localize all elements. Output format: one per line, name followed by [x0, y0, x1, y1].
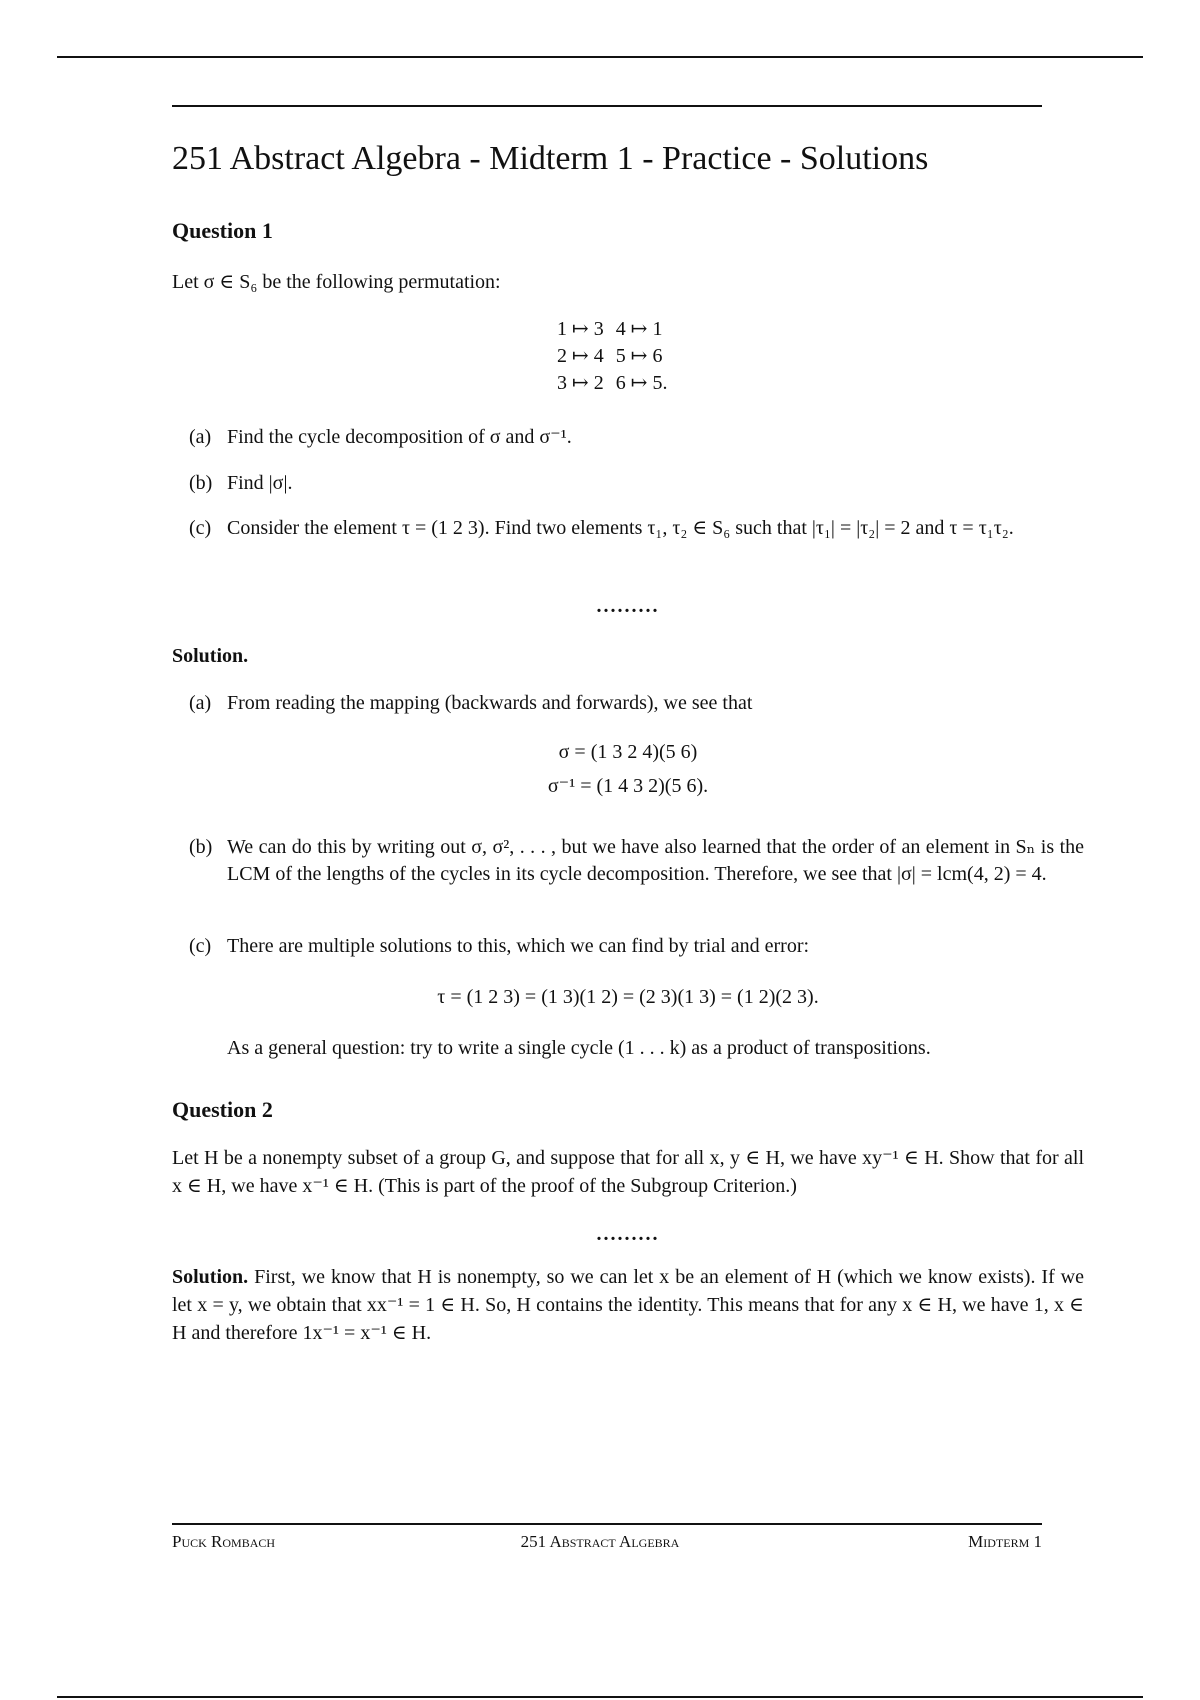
mapping-row — [557, 316, 680, 343]
question-1-part-c — [189, 515, 1084, 542]
mapping-row — [557, 370, 680, 397]
mapping-cell: 2 ↦ 4 — [557, 345, 604, 367]
mapping-cell: 1 ↦ 3 — [557, 318, 604, 340]
part-text: Find the cycle decomposition of σ and σ⁻¹. — [227, 426, 572, 448]
mapping-cell: 5 ↦ 6 — [615, 345, 663, 367]
footer-author: Puck Rombach — [172, 1532, 276, 1551]
question-1-part-a — [189, 424, 1084, 451]
solution-1-part-c — [189, 933, 1084, 960]
footer-course: 251 Abstract Algebra — [520, 1532, 680, 1551]
part-text: Consider the element τ = (1 2 3). Find two elements τ₁, τ₂ ∈ S₆ such that |τ₁| = |τ₂| = 2 and τ = τ₁τ₂. — [227, 517, 1014, 539]
section-separator: ......... — [596, 1223, 660, 1245]
solution-1-a-equations — [172, 735, 1084, 803]
mapping-cell: 4 ↦ 1 — [615, 318, 663, 340]
footer-exam: Midterm 1 — [968, 1532, 1042, 1551]
permutation-mapping-table — [557, 316, 680, 397]
section-separator: ......... — [596, 595, 660, 617]
solution-1-c-note: As a general question: try to write a single cycle (1 . . . k) as a product of transpositions. — [227, 1037, 931, 1059]
question-1-intro: Let σ ∈ S₆ be the following permutation: — [172, 271, 501, 293]
mapping-row — [557, 343, 680, 370]
question-2-text: Let H be a nonempty subset of a group G, and suppose that for all x, y ∈ H, we have xy⁻¹ ∈ H. Show that for all x ∈ H, we have x⁻¹ ∈ H. (This is part of the proof of the Subgroup Criterion.) — [172, 1147, 1084, 1197]
solution-label: Solution. — [172, 1266, 249, 1288]
part-label: (a) — [189, 426, 212, 448]
question-2-heading: Question 2 — [172, 1097, 273, 1122]
mapping-cell: 3 ↦ 2 — [557, 372, 604, 394]
part-text: From reading the mapping (backwards and forwards), we see that — [227, 692, 753, 714]
part-label: (b) — [189, 836, 213, 858]
question-1-heading: Question 1 — [172, 218, 273, 243]
equation-line: σ = (1 3 2 4)(5 6) — [558, 741, 698, 763]
part-label: (a) — [189, 692, 212, 714]
question-1-part-b — [189, 470, 1084, 497]
question-2-solution — [172, 1263, 1084, 1347]
part-label: (c) — [189, 517, 212, 539]
document-title: 251 Abstract Algebra - Midterm 1 - Practice - Solutions — [172, 140, 929, 177]
page-top-rule — [57, 56, 1143, 58]
footer-rule — [172, 1523, 1042, 1525]
part-text: We can do this by writing out σ, σ², . . . , but we have also learned that the order of an element in Sₙ is the LCM of the lengths of the cycles in its cycle decomposition. Therefore, we see that |σ| = lcm(4, 2) = 4. — [227, 836, 1084, 885]
mapping-cell: 6 ↦ 5. — [615, 372, 668, 394]
solution-1-part-b — [189, 834, 1084, 888]
solution-1-part-a — [189, 690, 1084, 717]
solution-1-c-equation: τ = (1 2 3) = (1 3)(1 2) = (2 3)(1 3) = (1 2)(2 3). — [437, 986, 819, 1008]
part-text: Find |σ|. — [227, 472, 293, 494]
equation-line: σ⁻¹ = (1 4 3 2)(5 6). — [547, 775, 709, 797]
part-label: (b) — [189, 472, 213, 494]
header-rule — [172, 105, 1042, 107]
page-bottom-rule — [57, 1696, 1143, 1698]
question-1-solution-heading: Solution. — [172, 645, 249, 667]
part-text: There are multiple solutions to this, which we can find by trial and error: — [227, 935, 810, 957]
solution-text: First, we know that H is nonempty, so we can let x be an element of H (which we know exists). If we let x = y, we obtain that xx⁻¹ = 1 ∈ H. So, H contains the identity. This means that for any x ∈ H, we have 1, x ∈ H and therefore 1x⁻¹ = x⁻¹ ∈ H. — [172, 1266, 1084, 1344]
part-label: (c) — [189, 935, 212, 957]
